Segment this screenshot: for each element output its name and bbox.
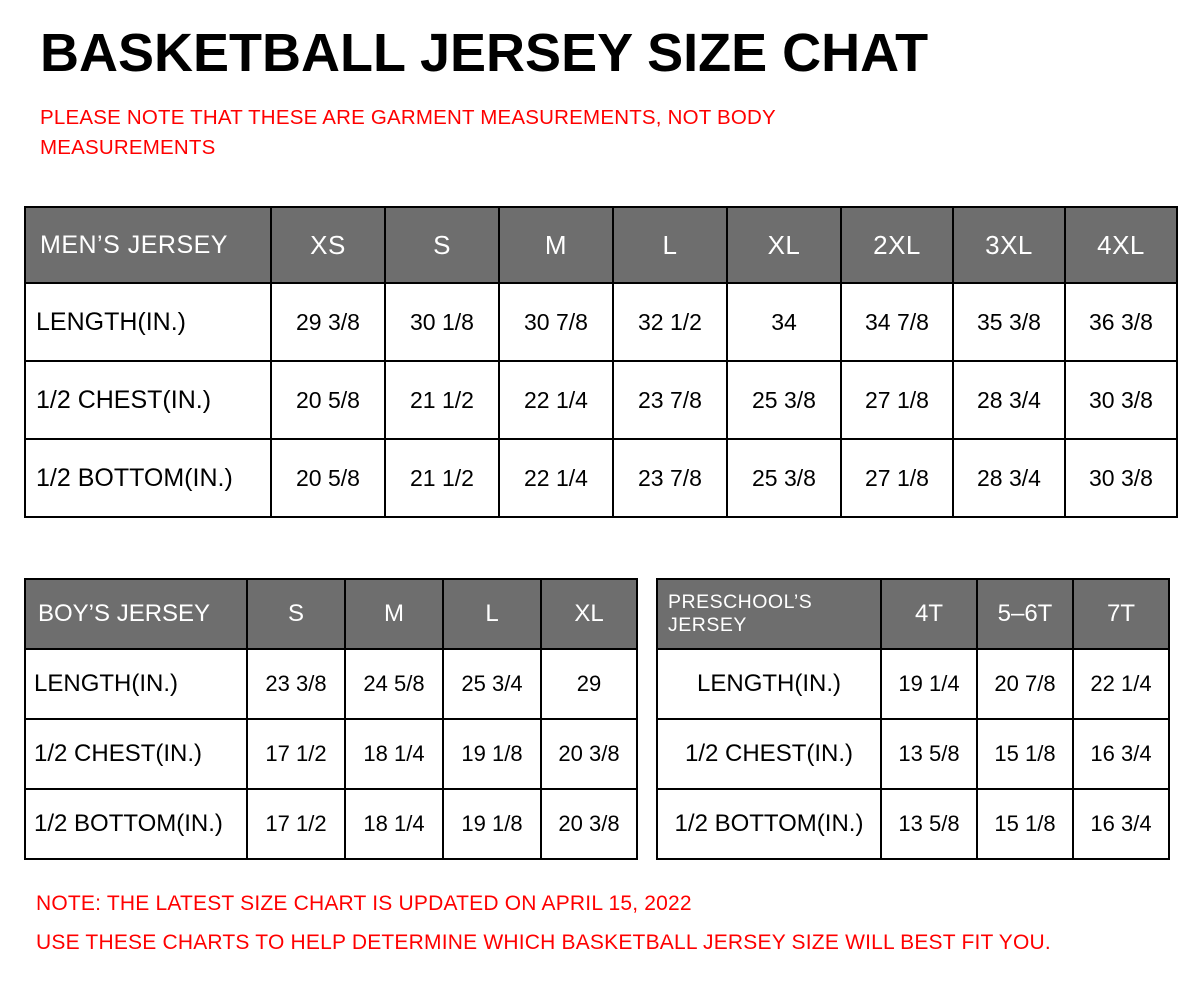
footer-notes	[36, 885, 1166, 963]
table-cell: 28 3/4	[953, 361, 1065, 439]
table-cell: 30 7/8	[499, 283, 613, 361]
mens-jersey-size-table	[24, 206, 1178, 518]
table-cell: 23 7/8	[613, 361, 727, 439]
table-cell: 20 3/8	[541, 719, 637, 789]
table-cell: 16 3/4	[1073, 789, 1169, 859]
table-cell: 25 3/8	[727, 439, 841, 517]
table-header-row	[25, 207, 1177, 283]
mens-size-header: XS	[271, 207, 385, 283]
table-header-row	[657, 579, 1169, 649]
table-cell: 22 1/4	[499, 439, 613, 517]
table-row	[25, 649, 637, 719]
table-cell: 20 5/8	[271, 439, 385, 517]
table-cell: 27 1/8	[841, 439, 953, 517]
boys-header-label: BOY’S JERSEY	[25, 579, 247, 649]
table-cell: 13 5/8	[881, 789, 977, 859]
table-cell: 21 1/2	[385, 361, 499, 439]
table-cell: 15 1/8	[977, 789, 1073, 859]
table-cell: 22 1/4	[499, 361, 613, 439]
table-cell: 30 3/8	[1065, 361, 1177, 439]
table-cell: 36 3/8	[1065, 283, 1177, 361]
footer-note-usage: USE THESE CHARTS TO HELP DETERMINE WHICH BASKETBALL JERSEY SIZE WILL BEST FIT YOU.	[36, 930, 1051, 954]
boys-size-header: S	[247, 579, 345, 649]
table-cell: 19 1/8	[443, 719, 541, 789]
table-row	[657, 719, 1169, 789]
table-cell: 20 5/8	[271, 361, 385, 439]
table-cell: 15 1/8	[977, 719, 1073, 789]
boys-size-header: M	[345, 579, 443, 649]
table-row	[657, 649, 1169, 719]
table-cell: 34	[727, 283, 841, 361]
mens-size-header: L	[613, 207, 727, 283]
row-label: LENGTH(IN.)	[657, 649, 881, 719]
page-title: BASKETBALL JERSEY SIZE CHAT	[40, 23, 929, 83]
table-cell: 20 3/8	[541, 789, 637, 859]
table-cell: 23 3/8	[247, 649, 345, 719]
boys-size-header: XL	[541, 579, 637, 649]
preschool-size-header: 5–6T	[977, 579, 1073, 649]
row-label: LENGTH(IN.)	[25, 283, 271, 361]
table-cell: 30 1/8	[385, 283, 499, 361]
table-cell: 24 5/8	[345, 649, 443, 719]
table-row	[25, 439, 1177, 517]
preschool-jersey-size-table	[656, 578, 1170, 860]
mens-size-header: 3XL	[953, 207, 1065, 283]
table-cell: 35 3/8	[953, 283, 1065, 361]
table-header-row	[25, 579, 637, 649]
table-cell: 29	[541, 649, 637, 719]
row-label: 1/2 CHEST(IN.)	[25, 361, 271, 439]
mens-size-header: 4XL	[1065, 207, 1177, 283]
table-cell: 28 3/4	[953, 439, 1065, 517]
boys-size-header: L	[443, 579, 541, 649]
row-label: LENGTH(IN.)	[25, 649, 247, 719]
table-cell: 25 3/8	[727, 361, 841, 439]
row-label: 1/2 BOTTOM(IN.)	[25, 789, 247, 859]
table-cell: 21 1/2	[385, 439, 499, 517]
table-row	[657, 789, 1169, 859]
preschool-size-header: 7T	[1073, 579, 1169, 649]
table-cell: 18 1/4	[345, 719, 443, 789]
table-cell: 16 3/4	[1073, 719, 1169, 789]
mens-size-header: S	[385, 207, 499, 283]
preschool-header-label: PRESCHOOL’S JERSEY	[657, 579, 881, 649]
boys-jersey-size-table	[24, 578, 638, 860]
mens-header-label: MEN’S JERSEY	[25, 207, 271, 283]
row-label: 1/2 BOTTOM(IN.)	[657, 789, 881, 859]
table-cell: 18 1/4	[345, 789, 443, 859]
table-cell: 34 7/8	[841, 283, 953, 361]
row-label: 1/2 CHEST(IN.)	[25, 719, 247, 789]
table-cell: 30 3/8	[1065, 439, 1177, 517]
table-row	[25, 361, 1177, 439]
table-cell: 19 1/4	[881, 649, 977, 719]
table-cell: 32 1/2	[613, 283, 727, 361]
mens-size-header: M	[499, 207, 613, 283]
table-row	[25, 719, 637, 789]
mens-size-header: XL	[727, 207, 841, 283]
table-cell: 25 3/4	[443, 649, 541, 719]
garment-measurement-note: PLEASE NOTE THAT THESE ARE GARMENT MEASUREMENTS, NOT BODY MEASUREMENTS	[40, 106, 776, 159]
table-cell: 27 1/8	[841, 361, 953, 439]
footer-note-update: NOTE: THE LATEST SIZE CHART IS UPDATED ON APRIL 15, 2022	[36, 892, 692, 915]
table-cell: 13 5/8	[881, 719, 977, 789]
mens-size-header: 2XL	[841, 207, 953, 283]
preschool-size-header: 4T	[881, 579, 977, 649]
table-row	[25, 283, 1177, 361]
row-label: 1/2 BOTTOM(IN.)	[25, 439, 271, 517]
table-cell: 19 1/8	[443, 789, 541, 859]
table-cell: 20 7/8	[977, 649, 1073, 719]
table-cell: 17 1/2	[247, 719, 345, 789]
table-cell: 22 1/4	[1073, 649, 1169, 719]
table-cell: 17 1/2	[247, 789, 345, 859]
table-row	[25, 789, 637, 859]
table-cell: 23 7/8	[613, 439, 727, 517]
table-cell: 29 3/8	[271, 283, 385, 361]
row-label: 1/2 CHEST(IN.)	[657, 719, 881, 789]
